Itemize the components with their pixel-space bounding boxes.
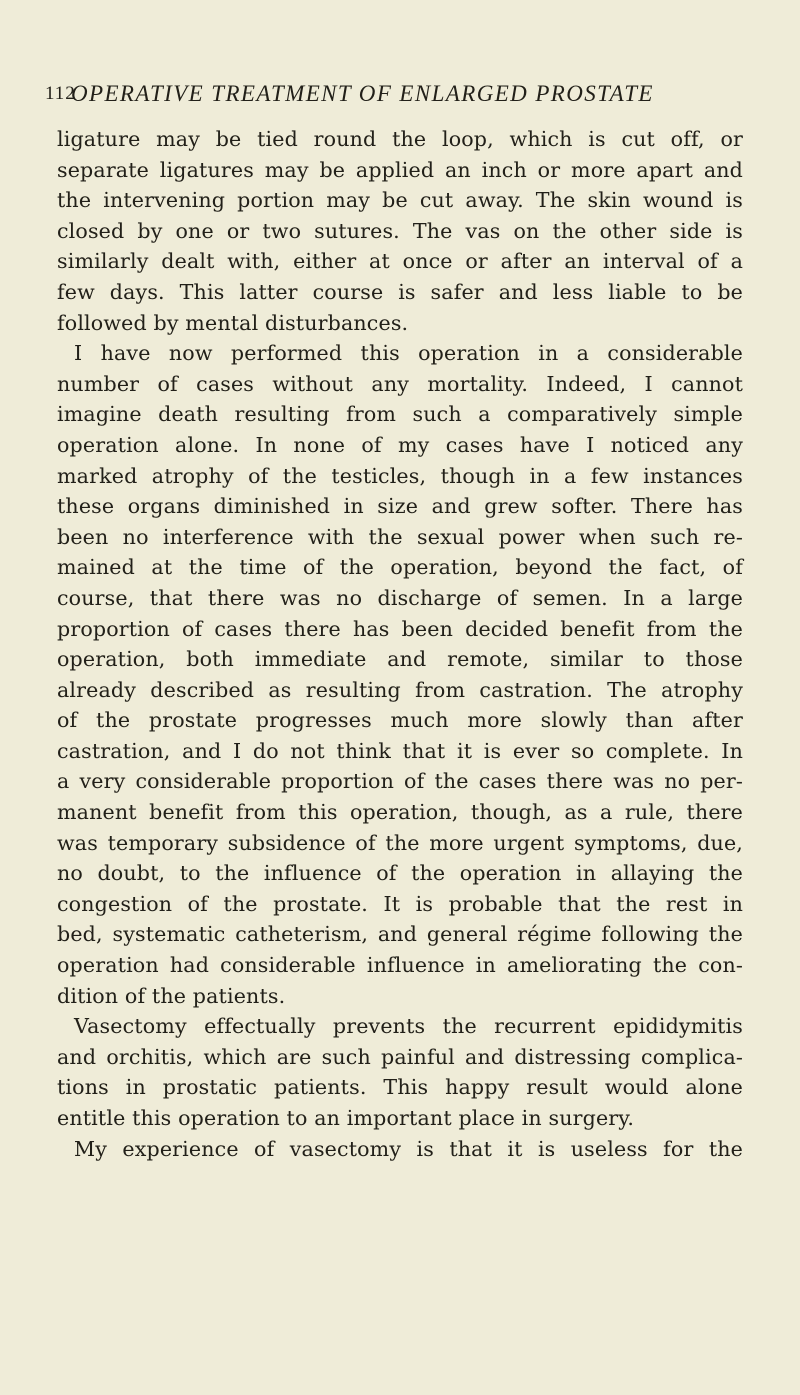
body-text: [57, 124, 743, 1164]
paragraph-continuation: [57, 124, 743, 338]
text-line: these organs diminished in size and grew softer. There has: [57, 494, 743, 519]
text-line: manent benefit from this operation, though, as a rule, there: [57, 800, 743, 825]
text-line: bed, systematic catheterism, and general régime following the: [57, 922, 743, 947]
text-line: operation, both immediate and remote, similar to those: [57, 647, 743, 672]
text-line: followed by mental disturbances.: [57, 310, 409, 335]
text-line: was temporary subsidence of the more urgent symptoms, due,: [57, 830, 743, 855]
text-line: marked atrophy of the testicles, though in a few instances: [57, 463, 743, 488]
text-line: operation alone. In none of my cases have I noticed any: [57, 432, 743, 457]
text-line: My experience of vasectomy is that it is useless for the: [74, 1136, 743, 1161]
text-line: entitle this operation to an important place in surgery.: [57, 1106, 635, 1130]
paragraph-vasectomy-benefits: [57, 1011, 743, 1133]
text-line: closed by one or two sutures. The vas on the other side is: [57, 218, 743, 243]
text-line: already described as resulting from castration. The atrophy: [57, 677, 743, 702]
text-line: dition of the patients.: [57, 983, 286, 1008]
page-number: 112: [45, 83, 76, 104]
text-line: castration, and I do not think that it is ever so complete. In: [57, 738, 743, 763]
text-line: similarly dealt with, either at once or after an interval of a: [57, 249, 743, 274]
text-line: mained at the time of the operation, beyond the fact, of: [57, 555, 743, 580]
paragraph-experience: [57, 1134, 743, 1165]
text-line: I have now performed this operation in a considerable: [74, 341, 743, 366]
text-line: operation had considerable influence in ameliorating the con-: [57, 953, 743, 978]
text-line: a very considerable proportion of the cases there was no per-: [57, 769, 743, 794]
text-line: the intervening portion may be cut away. The skin wound is: [57, 188, 743, 213]
text-line: no doubt, to the influence of the operation in allaying the: [57, 861, 743, 886]
paragraph-results: [57, 338, 743, 1011]
text-line: few days. This latter course is safer and less liable to be: [57, 279, 743, 304]
text-line: imagine death resulting from such a comparatively simple: [57, 402, 743, 427]
text-line: course, that there was no discharge of semen. In a large: [57, 585, 743, 610]
text-line: ligature may be tied round the loop, which is cut off, or: [57, 127, 743, 151]
text-line: number of cases without any mortality. Indeed, I cannot: [57, 371, 743, 396]
text-line: been no interference with the sexual power when such re-: [57, 524, 743, 549]
text-line: Vasectomy effectually prevents the recurrent epididymitis: [74, 1014, 743, 1039]
text-line: of the prostate progresses much more slowly than after: [57, 708, 743, 733]
text-line: congestion of the prostate. It is probable that the rest in: [57, 891, 743, 916]
text-line: separate ligatures may be applied an inch or more apart and: [57, 157, 743, 182]
text-line: tions in prostatic patients. This happy result would alone: [57, 1075, 743, 1100]
text-line: proportion of cases there has been decided benefit from the: [57, 616, 743, 641]
running-title: OPERATIVE TREATMENT OF ENLARGED PROSTATE: [71, 81, 654, 106]
running-header: [45, 79, 755, 109]
text-line: and orchitis, which are such painful and distressing complica-: [57, 1044, 743, 1069]
